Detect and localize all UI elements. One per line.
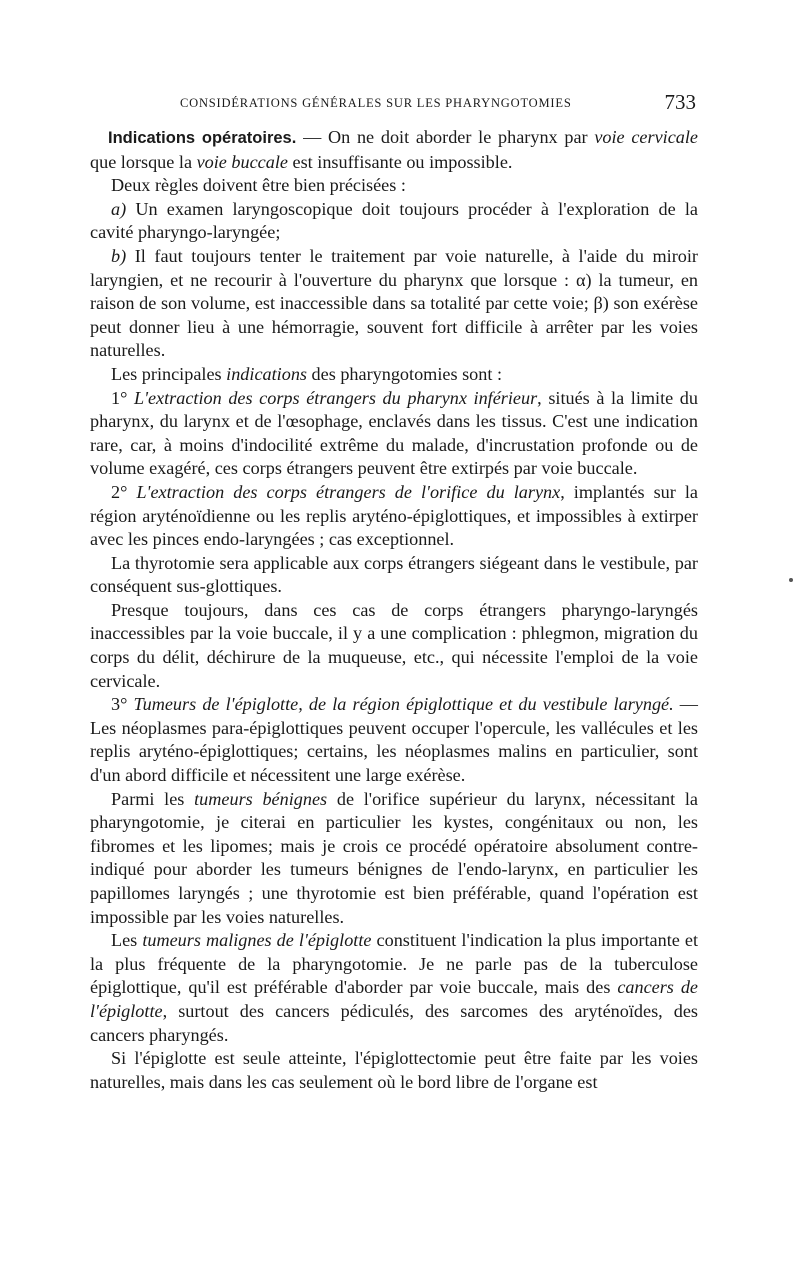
scan-speck: [789, 578, 793, 582]
running-title: CONSIDÉRATIONS GÉNÉRALES SUR LES PHARYNGOTOMIES: [180, 96, 572, 110]
paragraph-tumeurs-benignes: Parmi les tumeurs bénignes de l'orifice supérieur du larynx, nécessitant la pharyngotomie, je citerai en particulier les kystes, congénitaux ou non, les fibromes et les lipomes; mais je crois ce procédé opératoire absolument contre-indiqué pour aborder les tumeurs bénignes de l'endo-larynx, en particulier les papillomes laryngés ; une thyrotomie est bien préférable, quand l'opération est impossible par les voies naturelles.: [90, 788, 698, 927]
paragraph-indications: Indications opératoires. — On ne doit aborder le pharynx par voie cervicale que lorsque la voie buccale est insuffisante ou impossible.: [90, 127, 698, 172]
paragraph-indication-1: 1° L'extraction des corps étrangers du pharynx inférieur, situés à la limite du pharynx, du larynx et de l'œsophage, enclavés dans les tissus. C'est une indication rare, car, à moins d'indocilité extrême du malade, d'incrustation profonde ou de volume exagéré, ces corps étrangers peuvent être extirpés par voie buccale.: [90, 387, 698, 479]
paragraph-indication-3: 3° Tumeurs de l'épiglotte, de la région épiglottique et du vestibule laryngé. — Les néoplasmes para-épiglottiques peuvent occuper l'opercule, les vallécules et les replis aryténo-épiglottiques; certains, les néoplasmes malins en particulier, sont d'un abord difficile et nécessitent une large exérèse.: [90, 694, 698, 786]
body-text: [90, 126, 698, 1094]
paragraph-epiglottectomie: Si l'épiglotte est seule atteinte, l'épiglottectomie peut être faite par les voies naturelles, mais dans les cas seulement où le bord libre de l'organe est: [90, 1048, 698, 1092]
paragraph-rules-intro: Deux règles doivent être bien précisées :: [111, 175, 406, 196]
paragraph-thyrotomie: La thyrotomie sera applicable aux corps étrangers siégeant dans le vestibule, par conséquent sus-glottiques.: [90, 552, 698, 597]
page-number: 733: [664, 90, 696, 114]
paragraph-tumeurs-malignes: Les tumeurs malignes de l'épiglotte constituent l'indication la plus importante et la plus fréquente de la pharyngotomie. Je ne parle pas de la tuberculose épiglottique, qu'il est préférable d'aborder par voie buccale, mais des cancers de l'épiglotte, surtout des cancers pédiculés, des sarcomes des aryténoïdes, des cancers pharyngés.: [90, 930, 698, 1045]
paragraph-complication: Presque toujours, dans ces cas de corps étrangers pharyngo-laryngés inaccessibles par la voie buccale, il y a une complication : phlegmon, migration du corps du délit, déchirure de la muqueuse, etc., qui nécessite l'emploi de la voie cervicale.: [90, 599, 698, 691]
section-heading: Indications opératoires.: [108, 129, 297, 147]
running-header: [92, 90, 710, 118]
paragraph-indications-intro: Les principales indications des pharyngotomies sont :: [111, 363, 502, 384]
paragraph-rule-a: a) Un examen laryngoscopique doit toujours procéder à l'exploration de la cavité pharyngo-laryngée;: [90, 198, 698, 243]
paragraph-indication-2: 2° L'extraction des corps étrangers de l'orifice du larynx, implantés sur la région aryténoïdienne ou les replis aryténo-épiglottiques, et impossibles à extirper avec les pinces endo-laryngées ; cas exceptionnel.: [90, 481, 698, 550]
paragraph-rule-b: b) Il faut toujours tenter le traitement par voie naturelle, à l'aide du miroir laryngien, et ne recourir à l'ouverture du pharynx que lorsque : α) la tumeur, en raison de son volume, est inaccessible dans sa totalité par cette voie; β) son exérèse peut donner lieu à une hémorragie, souvent fort difficile à arrêter par les voies naturelles.: [90, 245, 698, 361]
